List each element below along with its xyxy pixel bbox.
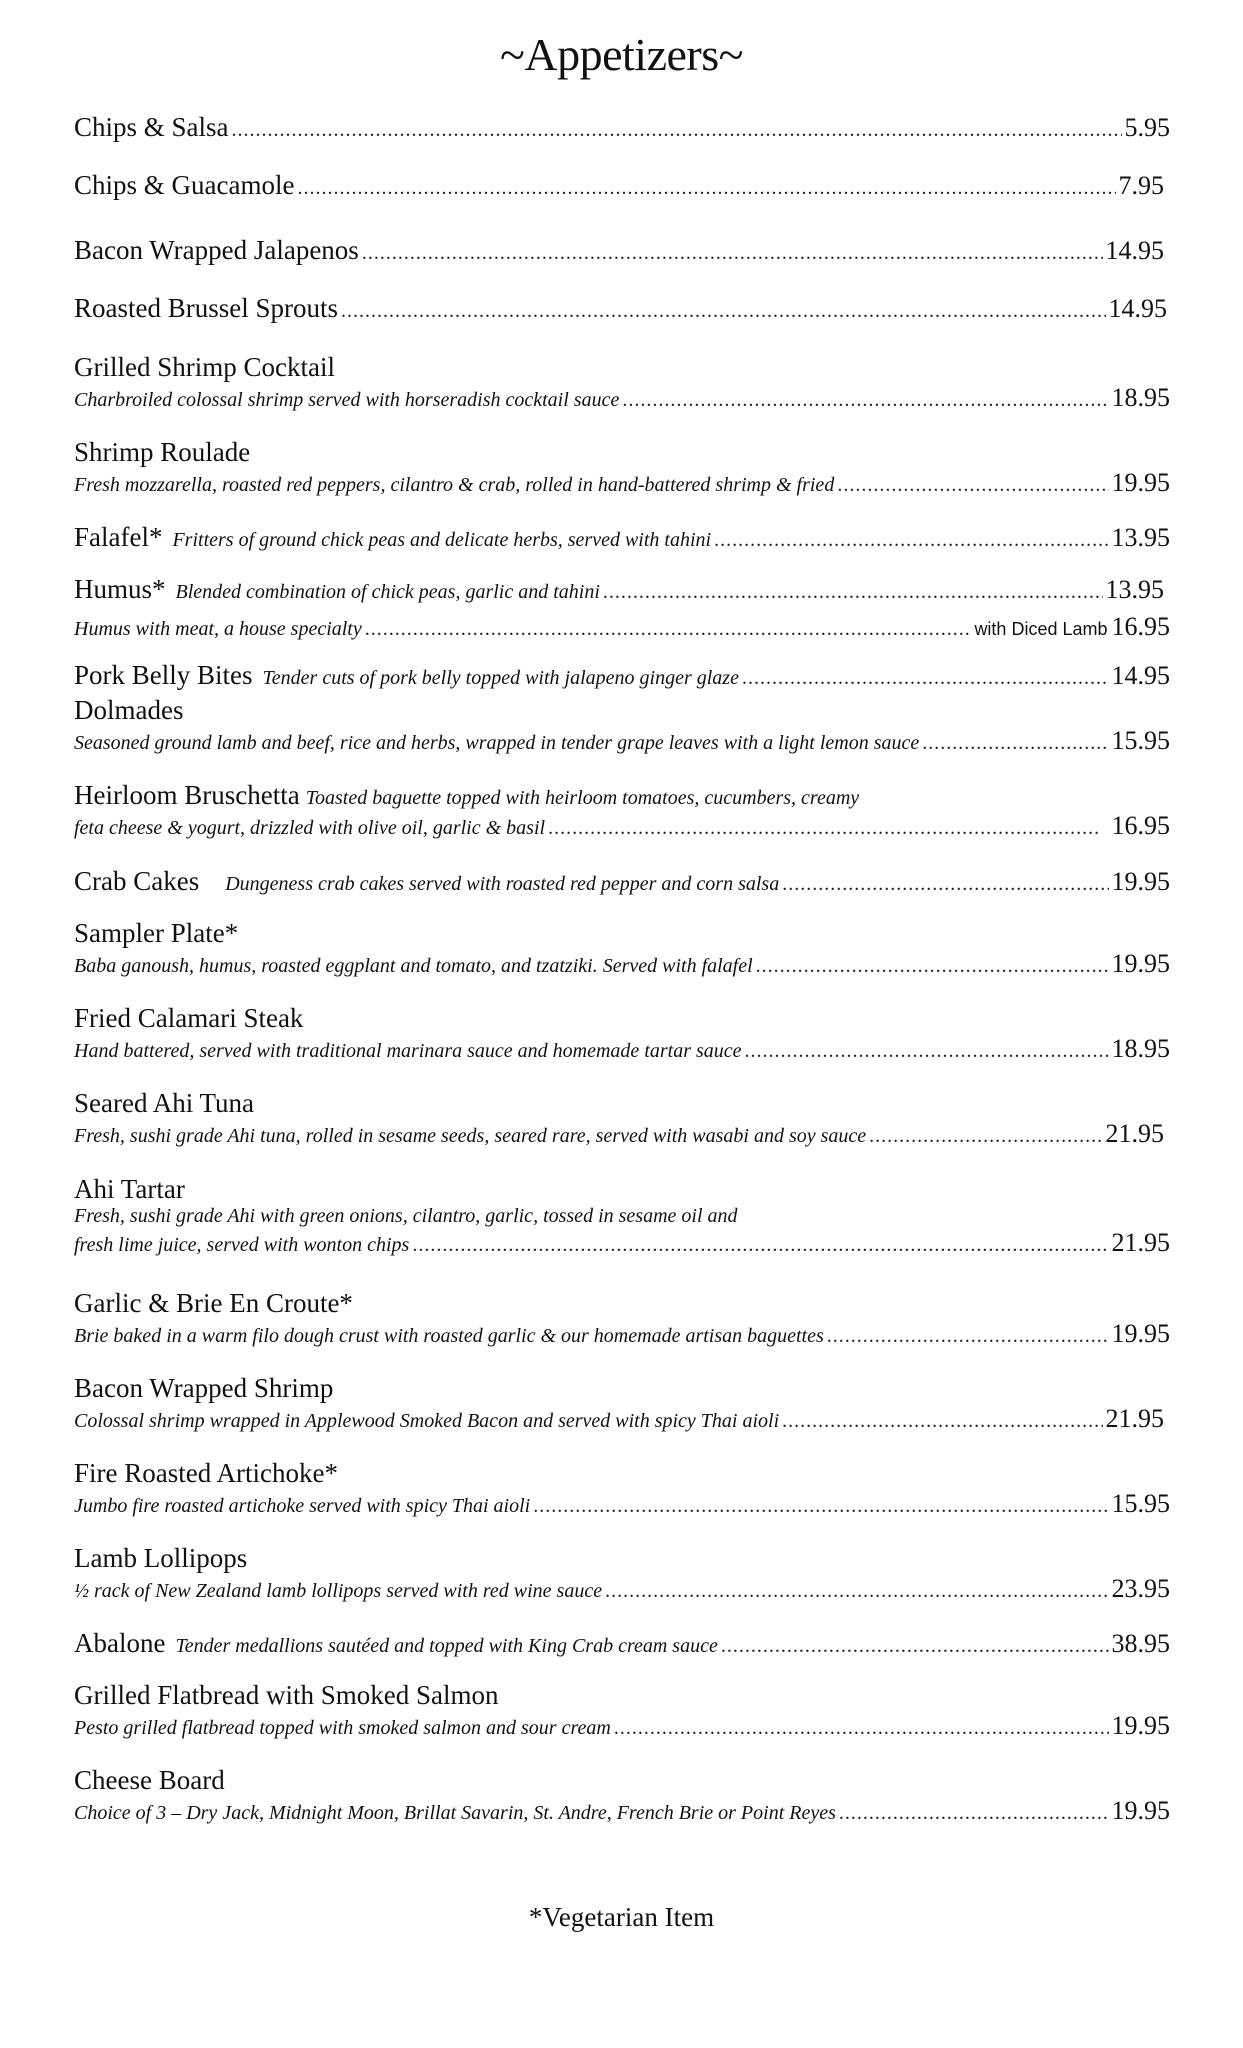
- item-price: 23.95: [1111, 1574, 1170, 1603]
- variant-label: with Diced Lamb: [974, 619, 1108, 639]
- item-description: Charbroiled colossal shrimp served with horseradish cocktail sauce: [74, 389, 620, 411]
- item-price: 15.95: [1111, 1489, 1170, 1518]
- item-name: Chips & Salsa: [74, 112, 229, 142]
- item-price: 14.95: [1111, 661, 1170, 690]
- item-price: 16.95: [1111, 811, 1170, 840]
- item-name: Bacon Wrapped Shrimp: [74, 1373, 334, 1403]
- dot-leader: [839, 1802, 1109, 1825]
- menu-item-crab-cakes: [74, 866, 1170, 897]
- item-price: 15.95: [1111, 726, 1170, 755]
- dot-leader: [605, 1580, 1108, 1603]
- dot-leader: [341, 300, 1105, 323]
- dot-leader: [756, 955, 1109, 978]
- item-description: Colossal shrimp wrapped in Applewood Smoked Bacon and served with spicy Thai aioli: [74, 1410, 780, 1432]
- menu-title: ~Appetizers~: [499, 29, 744, 80]
- item-name: Falafel*: [74, 522, 163, 552]
- item-name: Grilled Flatbread with Smoked Salmon: [74, 1680, 499, 1710]
- item-description-cont: fresh lime juice, served with wonton chips: [74, 1234, 410, 1256]
- menu-item-bruschetta: [74, 780, 1170, 841]
- item-description: Humus with meat, a house specialty: [74, 618, 362, 640]
- item-price: 13.95: [1105, 575, 1164, 604]
- item-name: Bacon Wrapped Jalapenos: [74, 235, 359, 265]
- item-name: Fried Calamari Steak: [74, 1003, 304, 1033]
- item-price: 19.95: [1111, 1796, 1170, 1825]
- item-name: Pork Belly Bites: [74, 660, 253, 690]
- vegetarian-note: *Vegetarian Item: [528, 1902, 715, 1932]
- menu-item-dolmades: [74, 695, 1170, 756]
- item-description: Fritters of ground chick peas and delicate herbs, served with tahini: [172, 529, 712, 551]
- dot-leader: [548, 817, 1100, 840]
- item-price: 21.95: [1111, 1228, 1170, 1257]
- item-price: 19.95: [1111, 867, 1170, 896]
- item-name: Cheese Board: [74, 1765, 225, 1795]
- item-price: 19.95: [1111, 949, 1170, 978]
- dot-leader: [782, 873, 1108, 896]
- dot-leader: [745, 1040, 1109, 1063]
- dot-leader: [232, 119, 1122, 142]
- dot-leader: [869, 1125, 1102, 1148]
- item-description: Toasted baguette topped with heirloom tomatoes, cucumbers, creamy: [305, 787, 860, 809]
- item-name: Abalone: [74, 1628, 166, 1658]
- item-name: Fire Roasted Artichoke*: [74, 1458, 338, 1488]
- item-price: 21.95: [1105, 1119, 1164, 1148]
- dot-leader: [837, 474, 1108, 497]
- item-description: Fresh, sushi grade Ahi with green onions, cilantro, garlic, tossed in sesame oil and: [74, 1205, 738, 1227]
- menu-item-shrimp-cocktail: [74, 352, 1170, 413]
- menu-item-falafel: [74, 522, 1170, 553]
- item-description: ½ rack of New Zealand lamb lollipops served with red wine sauce: [74, 1580, 603, 1602]
- dot-leader: [721, 1635, 1109, 1658]
- menu-item-bacon-shrimp: [74, 1373, 1164, 1434]
- menu-item-cheese-board: [74, 1765, 1170, 1826]
- item-name: Humus*: [74, 574, 166, 604]
- item-price: 14.95: [1105, 236, 1164, 265]
- item-price: 19.95: [1111, 1319, 1170, 1348]
- dot-leader: [782, 1410, 1102, 1433]
- menu-item-ahi-tartar: [74, 1174, 1170, 1258]
- item-name: Ahi Tartar: [74, 1174, 185, 1204]
- item-price: 16.95: [1111, 612, 1170, 641]
- menu-item-pork-belly: [74, 660, 1170, 691]
- item-description: Hand battered, served with traditional marinara sauce and homemade tartar sauce: [74, 1040, 742, 1062]
- item-description-cont: feta cheese & yogurt, drizzled with olive oil, garlic & basil: [74, 817, 546, 839]
- menu-item-humus-with-lamb: [74, 612, 1170, 642]
- dot-leader: [742, 667, 1109, 690]
- item-description: Dungeness crab cakes served with roasted red pepper and corn salsa: [225, 873, 780, 895]
- dot-leader: [827, 1325, 1109, 1348]
- item-name: Heirloom Bruschetta: [74, 780, 300, 810]
- dot-leader: [622, 389, 1108, 412]
- item-description: Fresh mozzarella, roasted red peppers, cilantro & crab, rolled in hand-battered shrimp & fried: [74, 474, 835, 496]
- menu-item-lamb-lollipops: [74, 1543, 1170, 1604]
- item-description: Blended combination of chick peas, garlic and tahini: [175, 581, 600, 603]
- dot-leader: [603, 581, 1103, 604]
- item-description: Jumbo fire roasted artichoke served with spicy Thai aioli: [74, 1495, 531, 1517]
- item-price: 19.95: [1111, 468, 1170, 497]
- item-price: 13.95: [1111, 523, 1170, 552]
- item-name: Grilled Shrimp Cocktail: [74, 352, 335, 382]
- dot-leader: [614, 1717, 1109, 1740]
- dot-leader: [362, 242, 1103, 265]
- menu-item-shrimp-roulade: [74, 437, 1170, 498]
- item-name: Chips & Guacamole: [74, 170, 295, 200]
- dot-leader: [922, 732, 1108, 755]
- menu-item-bacon-jalapenos: [74, 235, 1164, 266]
- item-price: 21.95: [1105, 1404, 1164, 1433]
- item-description: Choice of 3 – Dry Jack, Midnight Moon, Brillat Savarin, St. Andre, French Brie or Point Reyes: [74, 1802, 836, 1824]
- menu-item-chips-salsa: [74, 112, 1170, 143]
- dot-leader: [365, 618, 972, 641]
- item-description: Fresh, sushi grade Ahi tuna, rolled in sesame seeds, seared rare, served with wasabi and soy sauce: [74, 1125, 867, 1147]
- menu-item-chips-guacamole: [74, 170, 1164, 201]
- menu-item-calamari: [74, 1003, 1170, 1064]
- menu-item-sampler-plate: [74, 918, 1170, 979]
- dot-leader: [412, 1234, 1108, 1257]
- item-name: Dolmades: [74, 695, 184, 725]
- item-description: Brie baked in a warm filo dough crust with roasted garlic & our homemade artisan baguettes: [74, 1325, 824, 1347]
- item-price: 14.95: [1108, 294, 1167, 323]
- item-price: 7.95: [1118, 171, 1164, 200]
- item-price: 18.95: [1111, 383, 1170, 412]
- dot-leader: [714, 529, 1108, 552]
- item-name: Garlic & Brie En Croute*: [74, 1288, 353, 1318]
- item-description: Pesto grilled flatbread topped with smoked salmon and sour cream: [74, 1717, 611, 1739]
- menu-item-brie-en-croute: [74, 1288, 1170, 1349]
- item-description: Tender medallions sautéed and topped with King Crab cream sauce: [175, 1635, 718, 1657]
- item-name: Crab Cakes: [74, 866, 200, 896]
- menu-item-abalone: [74, 1628, 1170, 1659]
- menu-item-humus: [74, 574, 1164, 605]
- menu-item-brussel-sprouts: [74, 293, 1167, 324]
- dot-leader: [533, 1495, 1108, 1518]
- item-price: 5.95: [1124, 113, 1170, 142]
- item-price: 38.95: [1111, 1629, 1170, 1658]
- item-name: Lamb Lollipops: [74, 1543, 248, 1573]
- item-description: Baba ganoush, humus, roasted eggplant and tomato, and tzatziki. Served with falafel: [74, 955, 753, 977]
- item-name: Sampler Plate*: [74, 918, 239, 948]
- item-description: Tender cuts of pork belly topped with jalapeno ginger glaze: [262, 667, 739, 689]
- item-price: 19.95: [1111, 1711, 1170, 1740]
- item-name: Seared Ahi Tuna: [74, 1088, 255, 1118]
- menu-item-flatbread: [74, 1680, 1170, 1741]
- item-name: Roasted Brussel Sprouts: [74, 293, 339, 323]
- item-name: Shrimp Roulade: [74, 437, 251, 467]
- item-description: Seasoned ground lamb and beef, rice and herbs, wrapped in tender grape leaves with a light lemon sauce: [74, 732, 920, 754]
- dot-leader: [297, 177, 1115, 200]
- menu-item-artichoke: [74, 1458, 1170, 1519]
- menu-item-seared-ahi-tuna: [74, 1088, 1164, 1149]
- item-price: 18.95: [1111, 1034, 1170, 1063]
